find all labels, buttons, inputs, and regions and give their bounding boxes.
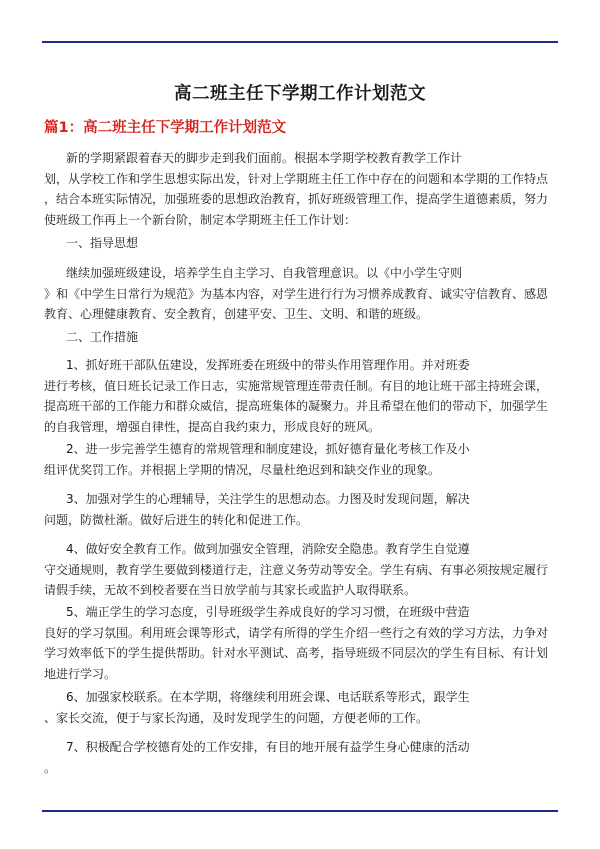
text-line: 进行考核，值日班长记录工作日志，实施常规管理连带责任制。有目的地让班干部主持班会课， [44,378,549,393]
text-line: 4、做好安全教育工作。做到加强安全管理，消除安全隐患。教育学生自觉遵 [66,542,470,556]
text-line: 守交通规则，教育学生要做到楼道行走，注意义务劳动等安全。学生有病、有事必须按规定履行 [44,562,549,577]
text-line: 提高班干部的工作能力和群众威信，提高班集体的凝聚力。并且希望在他们的带动下，加强学生 [44,399,549,413]
heading-guiding-ideology [44,233,560,254]
text-line: 学习效率低下的学生提供帮助。针对水平测试、高考，指导班级不同层次的学生有目标、有计划 [44,646,549,660]
paragraph-measure-7 [44,737,560,778]
text-line: 7、积极配合学校德育处的工作安排，有目的地开展有益学生身心健康的活动 [66,740,470,754]
text-line: 使班级工作再上一个新台阶，制定本学期班主任工作计划： [44,212,357,227]
text-line: 请假手续，无故不到校者要在当日放学前与其家长或监护人取得联系。 [44,583,417,597]
text-line: 、家长交流，便于与家长沟通，及时发现学生的问题，方便老师的工作。 [44,710,429,725]
text-line: 2、进一步完善学生德育的常规管理和制度建设，抓好德育量化考核工作及小 [66,442,470,456]
text-line: 良好的学习氛围。利用班会课等形式，请学有所得的学生介绍一些行之有效的学习方法，力争对 [44,625,549,640]
text-line: 6、加强家校联系。在本学期，将继续利用班会课、电话联系等形式，跟学生 [66,690,470,704]
text-line: 继续加强班级建设，培养学生自主学习、自我管理意识。以《中小学生守则 [66,266,463,280]
text-line: 新的学期紧跟着春天的脚步走到我们面前。根据本学期学校教育教学工作计 [66,151,463,165]
text-line: 1、抓好班干部队伍建设，发挥班委在班级中的带头作用管理作用。并对班委 [66,358,470,372]
text-line: 二、工作措施 [66,330,139,344]
text-line: 一、指导思想 [66,236,139,250]
bottom-divider [42,810,558,812]
paragraph-measure-6 [44,687,560,728]
text-line: 》和《中学生日常行为规范》为基本内容，对学生进行行为习惯养成教育、诚实守信教育、感恩 [44,286,549,301]
text-line: 划，从学校工作和学生思想实际出发，针对上学期班主任工作中存在的问题和本学期的工作特点 [44,171,549,186]
text-line: ，结合本班实际情况，加强班委的思想政治教育，抓好班级管理工作，提高学生道德素质，努力 [44,192,549,206]
text-line: 组评优奖罚工作。并根据上学期的情况，尽量杜绝迟到和缺交作业的现象。 [44,462,441,477]
text-line: 地进行学习。 [44,666,117,681]
paragraph-measure-1 [44,355,560,437]
text-line: 教育、心理健康教育、安全教育，创建平安、卫生、文明、和谐的班级。 [44,307,429,321]
document-title: 高二班主任下学期工作计划范文 [174,84,426,104]
text-line: 问题，防微杜渐。做好后进生的转化和促进工作。 [44,512,309,527]
paragraph-measure-2 [44,439,560,480]
paragraph-measure-5 [44,602,560,684]
text-line: 。 [44,760,57,775]
section-heading: 篇1：高二班主任下学期工作计划范文 [44,120,287,136]
text-line: 5、端正学生的学习态度，引导班级学生养成良好的学习习惯，在班级中营造 [66,605,470,619]
top-divider [42,41,558,43]
paragraph-measure-3 [44,489,560,530]
heading-work-measures [44,327,560,348]
text-line: 3、加强对学生的心理辅导，关注学生的思想动态。力图及时发现问题，解决 [66,492,470,506]
paragraph-intro [44,148,560,230]
text-line: 的自我管理，增强自律性，提高自我约束力，形成良好的班风。 [44,419,381,434]
paragraph-measure-4 [44,539,560,601]
paragraph-guiding-ideology [44,263,560,325]
